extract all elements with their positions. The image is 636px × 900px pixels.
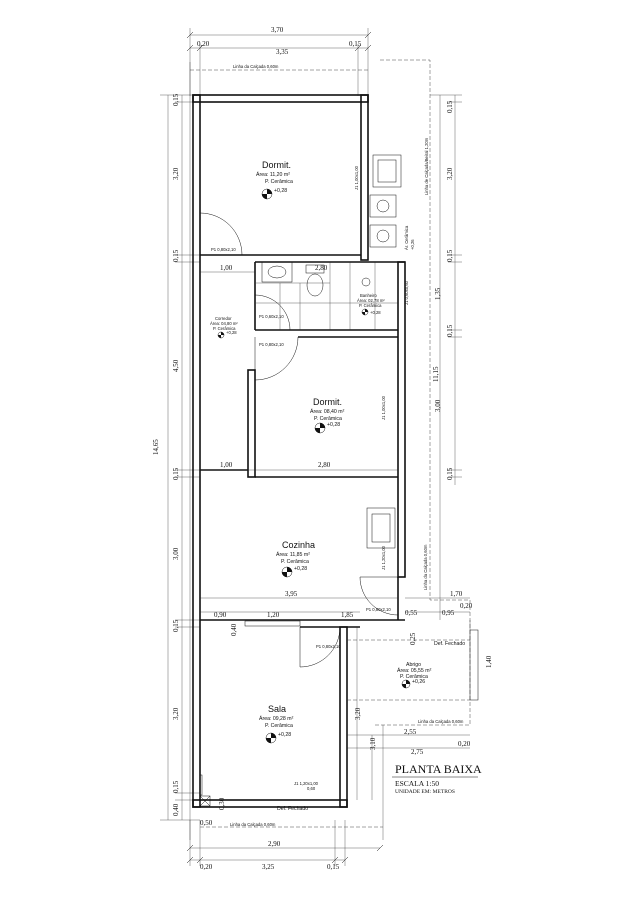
room-level: +0,28 [370,310,381,315]
room-name: Cozinha [282,540,316,550]
doors [200,213,398,667]
tag-p-corr: P1 0,60x2,10 [259,314,284,319]
dim-055: 0,55 [405,609,418,617]
room-name: Abrigo [406,662,421,668]
room-level: +0,28 [294,566,308,572]
tag-p-dorm1: P1 0,80x2,10 [211,247,236,252]
note-calcada-service: Linha de Calçada/Beiral 1,20m [424,137,429,195]
dim-left-4: 0,15 [172,467,180,480]
note-servico: Ár. Cerâmica [404,225,409,250]
dim-left-total: 14,65 [152,439,160,455]
dim-left-9: 0,40 [172,803,180,816]
room-name: Dormit. [262,160,291,170]
bottom-dimensions [187,820,383,871]
room-abrigo [397,662,432,688]
room-floor: P. Cerâmica [281,559,309,565]
tag-j-dorm2: J1 1,00x1,00 [381,396,386,420]
note-fechado-bottom: Def. Fechado [277,806,309,812]
room-banheiro [357,293,385,315]
room-dormit-2 [310,397,345,433]
dim-left-2: 0,15 [172,249,180,262]
room-dormit-1 [256,160,293,199]
plan-unit: UNIDADE EM: METROS [395,789,455,795]
room-name: Banheiro [360,293,377,298]
dim-bottom-total: 2,90 [268,840,281,848]
dim-right-0: 0,15 [446,100,454,113]
dim-left-6: 0,15 [172,619,180,632]
room-name: Sala [268,704,287,714]
dim-120: 1,20 [267,611,280,619]
dim-right-3: 1,35 [434,287,442,300]
room-level: +0,28 [274,188,288,194]
room-level: +0,28 [226,330,237,335]
dim-mid-w: 1,00 [220,461,233,469]
tag-p-sala: P1 0,80x2,10 [316,644,341,649]
plan-title: PLANTA BAIXA [395,762,482,776]
dim-050: 0,50 [200,819,213,827]
dim-top-a: 0,20 [197,40,210,48]
dim-right-5: 3,00 [434,399,442,412]
room-name: Dormit. [313,397,342,407]
dim-left-7: 3,20 [172,707,180,720]
dim-310: 3,10 [369,737,377,750]
room-level: +0,26 [412,679,426,685]
dim-right-4: 0,15 [446,324,454,337]
note-calcada-top: Linha da Calçada 0,60m [233,64,279,69]
dim-bottom-b: 3,25 [262,863,275,871]
dim-320: 3,20 [354,707,362,720]
dim-bottom-c: 0,15 [327,863,340,871]
calcada-lines [190,60,470,840]
dim-025: 0,25 [409,632,417,645]
room-floor: P. Cerâmica [265,179,293,185]
dim-bottom-a: 0,20 [200,863,213,871]
dim-040: 0,40 [230,623,238,636]
room-level: +0,28 [278,732,292,738]
note-servico-level: +0,26 [410,239,415,250]
dim-095: 0,95 [442,609,455,617]
dim-dorm2-w: 2,80 [318,461,331,469]
dim-275: 2,75 [411,748,424,756]
room-sala [259,704,294,743]
right-dimensions [430,95,462,620]
note-fechado-abrigo: Def. Fechado [434,641,466,647]
title-block [392,762,482,795]
tag-j-sala-sub: 0,60 [307,786,316,791]
dim-020b: 0,20 [458,740,471,748]
room-area: Área: 04,80 m² [210,321,238,326]
room-floor: P. Cerâmica [213,326,236,331]
dim-left-8: 0,15 [172,780,180,793]
dim-coz-w: 3,95 [285,590,298,598]
room-level: +0,28 [327,422,341,428]
dim-185: 1,85 [341,611,354,619]
room-area: Área: 05,55 m² [397,668,432,674]
room-name: Corredor [215,316,232,321]
tag-j-ban: J1 0,60x0,60 [404,281,409,305]
dim-030: 0,30 [218,797,226,810]
dim-right-6: 0,15 [446,467,454,480]
opening-tags [211,165,415,791]
dim-090: 0,90 [214,611,227,619]
dim-right-2: 0,15 [446,249,454,262]
note-calcada-right: Linha da Calçada 0,60m [423,544,428,590]
dim-left-0: 0,15 [172,93,180,106]
dim-140: 1,40 [485,655,493,668]
room-floor: P. Cerâmica [359,303,382,308]
room-floor: P. Cerâmica [265,723,293,729]
dim-020: 0,20 [460,602,473,610]
dim-top-total: 3,70 [271,26,284,34]
dim-corr-w: 1,00 [220,264,233,272]
dim-right-total: 11,15 [432,366,440,382]
tag-p-dorm2: P1 0,80x2,10 [259,342,284,347]
room-area: Área: 02,78 m² [357,298,385,303]
tag-p-coz: P1 0,80x2,10 [366,607,391,612]
tag-j-dorm1: J1 1,00x1,00 [354,166,359,190]
dim-left-3: 4,50 [172,359,180,372]
room-corredor [210,316,238,338]
room-area: Área: 11,20 m² [256,172,290,178]
room-cozinha [276,540,315,577]
dim-top-b: 3,35 [276,48,289,56]
room-area: Área: 11,85 m² [276,552,310,558]
room-floor: P. Cerâmica [400,674,428,680]
fixtures [200,155,401,806]
dim-255: 2,55 [404,728,417,736]
room-area: Área: 08,40 m² [310,409,345,415]
dim-170: 1,70 [450,590,463,598]
top-dimensions [187,26,371,96]
tag-j-coz: J1 1,20x1,00 [381,546,386,570]
note-calcada-abrigo: Linha da Calçada 0,60m [418,719,464,724]
dim-right-1: 3,20 [446,167,454,180]
dim-left-5: 3,00 [172,547,180,560]
room-area: Área: 09,28 m² [259,716,294,722]
room-floor: P. Cerâmica [314,416,342,422]
dim-left-1: 3,20 [172,167,180,180]
note-calcada-bottom: Linha da Calçada 0,60m [230,822,276,827]
plan-scale: ESCALA 1:50 [395,779,439,788]
dim-ban-w: 2,80 [315,264,328,272]
dim-top-c: 0,15 [349,40,362,48]
tag-j-sala: J1 1,20x1,00 [294,781,318,786]
